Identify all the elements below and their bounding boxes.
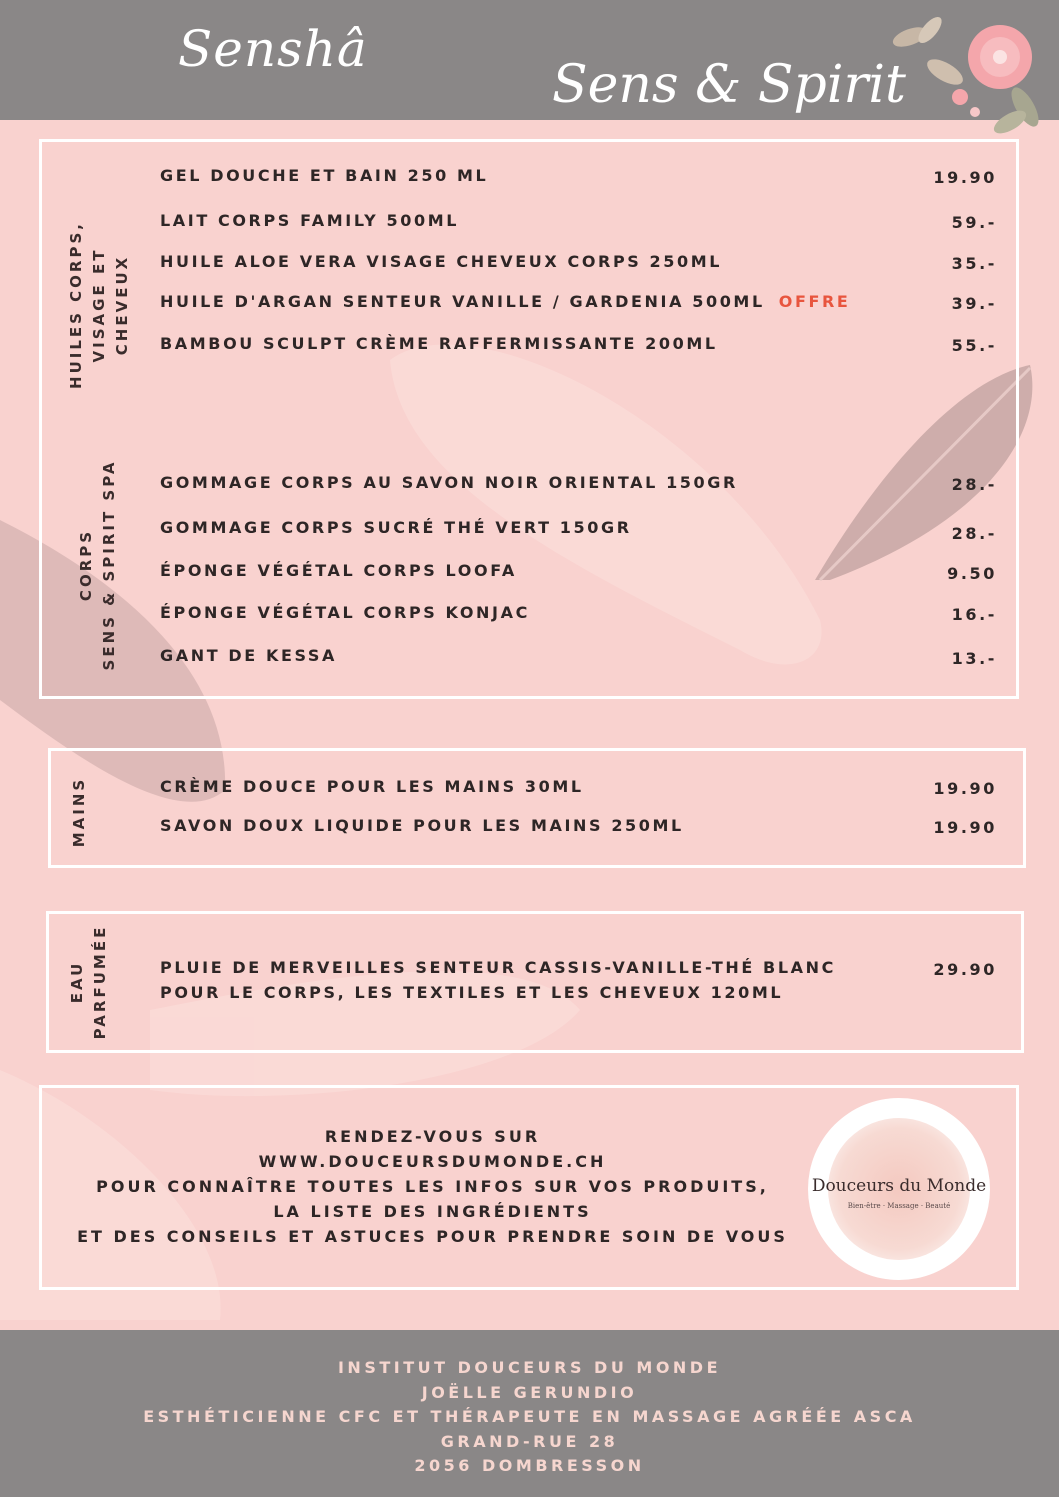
footer-line: 2056 DOMBRESSON	[414, 1456, 645, 1476]
product-price: 55.-	[951, 336, 997, 355]
offer-badge: OFFRE	[778, 292, 851, 311]
footer-address	[0, 1356, 1059, 1479]
douceurs-du-monde-logo	[808, 1098, 990, 1280]
product-name: ÉPONGE VÉGÉTAL CORPS KONJAC	[160, 603, 530, 622]
product-name: HUILE ALOE VERA VISAGE CHEVEUX CORPS 250ML	[160, 252, 723, 271]
info-text	[60, 1124, 805, 1249]
product-name: GANT DE KESSA	[160, 646, 338, 665]
section-eau-parfumee	[46, 911, 1024, 1053]
product-name: GOMMAGE CORPS SUCRÉ THÉ VERT 150GR	[160, 518, 632, 537]
product-name: GOMMAGE CORPS AU SAVON NOIR ORIENTAL 150GR	[160, 473, 738, 492]
product-price: 28.-	[951, 524, 997, 543]
product-price: 28.-	[951, 475, 997, 494]
logo-tagline: Bien-être · Massage · Beauté	[847, 1202, 951, 1210]
info-line: RENDEZ-VOUS SUR	[324, 1127, 541, 1146]
footer-line: ESTHÉTICIENNE CFC ET THÉRAPEUTE EN MASSAGE AGRÉÉE ASCA	[143, 1407, 916, 1427]
section-mains	[48, 748, 1026, 868]
product-price: 13.-	[951, 649, 997, 668]
product-name: SAVON DOUX LIQUIDE POUR LES MAINS 250ML	[160, 816, 684, 835]
product-price: 19.90	[933, 779, 997, 798]
footer-line: JOËLLE GERUNDIO	[421, 1382, 638, 1402]
section-label-mains: MAINS	[70, 776, 88, 848]
product-price: 19.90	[933, 818, 997, 837]
product-name: PLUIE DE MERVEILLES SENTEUR CASSIS-VANILLE-THÉ BLANC	[160, 958, 836, 977]
product-price: 19.90	[933, 168, 997, 187]
footer-line: INSTITUT DOUCEURS DU MONDE	[337, 1358, 722, 1377]
footer-line: GRAND-RUE 28	[440, 1431, 619, 1451]
product-name: HUILE D'ARGAN SENTEUR VANILLE / GARDENIA 500ML	[160, 292, 765, 311]
info-line: ET DES CONSEILS ET ASTUCES POUR PRENDRE SOIN DE VOUS	[77, 1227, 788, 1246]
product-price: 59.-	[951, 213, 997, 232]
section-label-eau: EAU PARFUMÉE	[68, 924, 109, 1040]
product-row-offer	[160, 292, 850, 311]
product-description: POUR LE CORPS, LES TEXTILES ET LES CHEVEUX 120ML	[160, 983, 784, 1002]
product-price: 9.50	[947, 564, 997, 583]
logo-name: Douceurs du Monde	[811, 1176, 987, 1196]
section-label-corps: CORPS SENS & SPIRIT SPA	[77, 459, 118, 671]
product-price: 35.-	[951, 254, 997, 273]
section-label-huiles: HUILES CORPS, VISAGE ET CHEVEUX	[67, 221, 131, 389]
product-price: 29.90	[933, 960, 997, 979]
website-link[interactable]: WWW.DOUCEURSDUMONDE.CH	[258, 1152, 607, 1171]
product-name: LAIT CORPS FAMILY 500ML	[160, 211, 460, 230]
brand-sensha: Senshâ	[178, 20, 368, 78]
product-price: 16.-	[951, 605, 997, 624]
product-price: 39.-	[951, 294, 997, 313]
info-line: POUR CONNAÎTRE TOUTES LES INFOS SUR VOS PRODUITS,	[96, 1177, 769, 1196]
product-name: CRÈME DOUCE POUR LES MAINS 30ML	[160, 777, 584, 796]
product-name: ÉPONGE VÉGÉTAL CORPS LOOFA	[160, 561, 517, 580]
product-name: BAMBOU SCULPT CRÈME RAFFERMISSANTE 200ML	[160, 334, 718, 353]
product-name: GEL DOUCHE ET BAIN 250 ML	[160, 166, 489, 185]
brand-sens-spirit: Sens & Spirit	[552, 55, 906, 115]
info-line: LA LISTE DES INGRÉDIENTS	[273, 1202, 592, 1221]
flower-decoration	[885, 12, 1055, 142]
